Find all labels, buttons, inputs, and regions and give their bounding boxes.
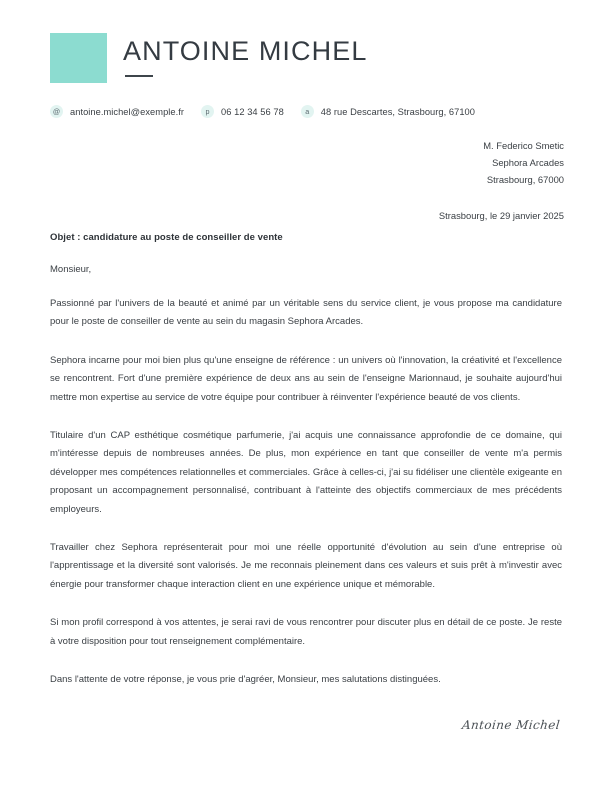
body-paragraph: Passionné par l'univers de la beauté et animé par un véritable sens du service client, je vous propose ma candidature pour le poste de conseiller de vente au sein du magasin Sephora Arcades.: [50, 298, 562, 328]
contact-address-value: 48 rue Descartes, Strasbourg, 67100: [320, 106, 476, 117]
recipient-block: [483, 137, 564, 188]
address-icon: a: [301, 105, 314, 118]
contact-item-address: [301, 105, 475, 118]
contact-item-phone: [201, 105, 284, 118]
body-paragraph: Travailler chez Sephora représenterait pour moi une réelle opportunité d'évolution au sein d'une entreprise où l'apprentissage et la diversité sont valorisés. Je me reconnais pleinement dans ces valeurs et suis prêt à m'investir avec énergie pour transformer chaque interaction client en une expérience unique et mémorable.: [50, 542, 562, 590]
salutation: Monsieur,: [50, 264, 92, 275]
body-paragraph: Titulaire d'un CAP esthétique cosmétique parfumerie, j'ai acquis une connaissance approfondie de ce domaine, qui m'intéresse depuis de nombreuses années. De plus, mon expérience en tant que conseiller de vente m'a permis développer mes compétences relationnelles et commerciales. Grâce à celles-ci, j'ai su fidéliser une clientèle exigeante en proposant un accompagnement personnalisé, contribuant à l'atteinte des objectifs commerciaux de mes précédents employeurs.: [50, 430, 562, 515]
contact-item-email: [50, 105, 184, 118]
recipient-name: M. Federico Smetic: [483, 140, 564, 151]
at-icon: @: [50, 105, 63, 118]
signature: Antoine Michel: [461, 718, 561, 732]
title-underline-rule: [125, 75, 153, 77]
recipient-company: Sephora Arcades: [492, 157, 564, 168]
recipient-city: Strasbourg, 67000: [486, 174, 564, 185]
subject-line: Objet : candidature au poste de conseiller de vente: [50, 232, 283, 243]
accent-square: [50, 33, 107, 83]
body-paragraph: Si mon profil correspond à vos attentes, je serai ravi de vous rencontrer pour discuter plus en détail de ce poste. Je reste à votre disposition pour tout renseignement complémentaire.: [50, 617, 562, 647]
contact-phone-value: 06 12 34 56 78: [221, 106, 284, 117]
phone-icon: p: [201, 105, 214, 118]
body-paragraph: Dans l'attente de votre réponse, je vous prie d'agréer, Monsieur, mes salutations distinguées.: [50, 674, 441, 686]
contact-email-value: antoine.michel@exemple.fr: [70, 106, 185, 117]
contact-bar: [50, 105, 570, 118]
date-line: Strasbourg, le 29 janvier 2025: [438, 210, 564, 221]
letter-body: [50, 232, 562, 690]
page-title: ANTOINE MICHEL: [123, 36, 368, 66]
letter-header: [50, 33, 562, 89]
body-paragraph: Sephora incarne pour moi bien plus qu'une enseigne de référence : un univers où l'innovation, la créativité et l'excellence se rencontrent. Fort d'une première expérience de deux ans au sein de l'enseigne Marionnaud, je souhaite aujourd'hui mettre mon expertise au service de votre équipe pour contribuer à réinventer l'expérience beauté de vos clients.: [50, 354, 562, 403]
